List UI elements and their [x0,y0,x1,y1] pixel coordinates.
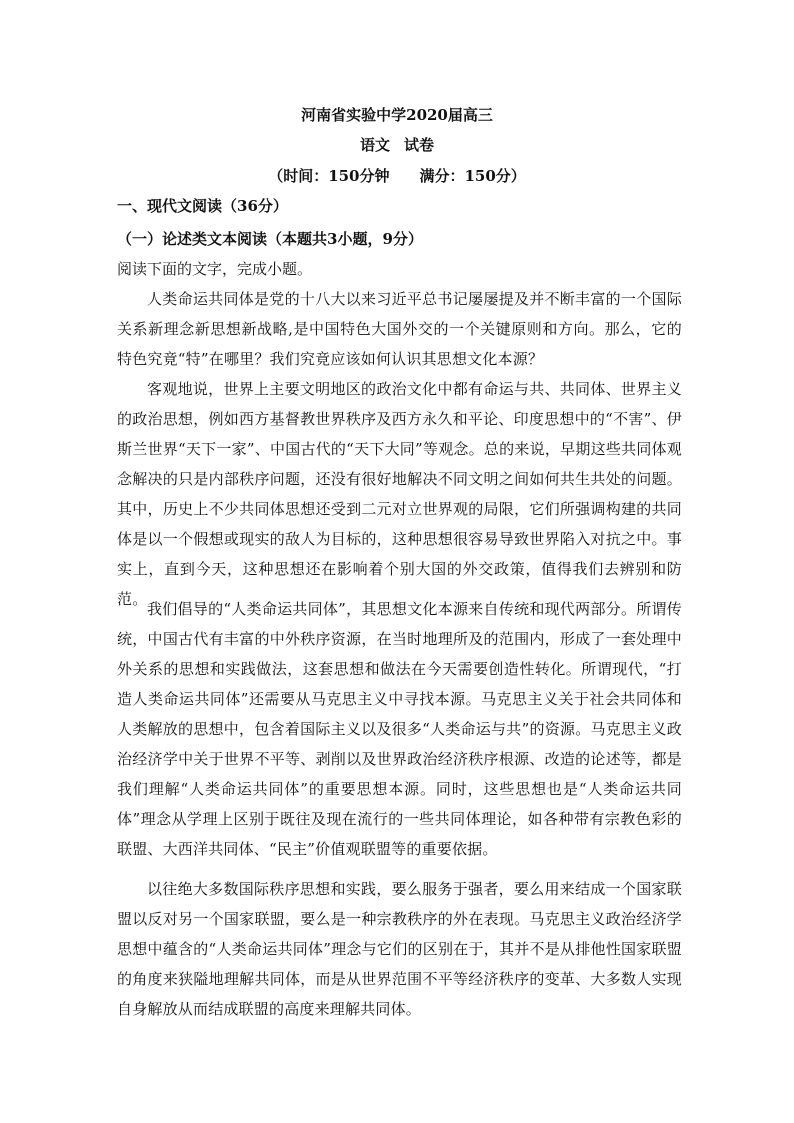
subject-label: 语文 [359,136,390,154]
paragraph-4: 以往绝大多数国际秩序思想和实践，要么服务于强者，要么用来结成一个国家联盟以反对另一个国家联盟，要么是一种宗教秩序的外在表现。马克思主义政治经济学思想中蕴含的“人类命运共同体”理念与它们的区别在于，其并不是从排他性国家联盟的角度来狭隘地理解共同体，而是从世界范围不平等经济秩序的变革、大多数人实现自身解放从而结成联盟的高度来理解共同体。 [117,880,682,1018]
paragraph-3: 我们倡导的“人类命运共同体”，其思想文化本源来自传统和现代两部分。所谓传统，中国古代有丰富的中外秩序资源，在当时地理所及的范围内，形成了一套处理中外关系的思想和实践做法，这套思想和做法在今天需要创造性转化。所谓现代，“打造人类命运共同体”还需要从马克思主义中寻找本源。马克思主义关于社会共同体和人类解放的思想中，包含着国际主义以及很多“人类命运与共”的资源。马克思主义政治经济学中关于世界不平等、剥削以及世界政治经济秩序根源、改造的论述等，都是我们理解“人类命运共同体”的重要思想本源。同时，这些思想也是“人类命运共同体”理念从学理上区别于既往及现在流行的一些共同体理论，如各种带有宗教色彩的联盟、大西洋共同体、“民主”价值观联盟等的重要依据。 [117,600,682,858]
time-info: （时间：150分钟 [268,167,390,185]
paragraph-2: 客观地说，世界上主要文明地区的政治文化中都有命运与共、共同体、世界主义的政治思想，例如西方基督教世界秩序及西方永久和平论、印度思想中的“不害”、伊斯兰世界“天下一家”、中国古代的“天下大同”等观念。总的来说，早期这些共同体观念解决的只是内部秩序问题，还没有很好地解决不同文明之间如何共生共处的问题。其中，历史上不少共同体思想还受到二元对立世界观的局限，它们所强调构建的共同体是以一个假想或现实的敌人为目标的，这种思想很容易导致世界陷入对抗之中。事实上，直到今天，这种思想还在影响着个别大国的外交政策，值得我们去辨别和防范。 [117,380,682,608]
exam-info-line [0,166,794,186]
subject-line [0,135,794,155]
reading-instruction: 阅读下面的文字，完成小题。 [117,260,313,278]
school-title: 河南省实验中学2020届高三 [301,106,493,124]
paragraph-1: 人类命运共同体是党的十八大以来习近平总书记屡屡提及并不断丰富的一个国际关系新理念新思想新战略,是中国特色大国外交的一个关键原则和方向。那么，它的特色究竟“特”在哪里？我们究竟应该如何认识其思想文化本源？ [117,290,682,368]
section-heading-sub-one: （一）论述类文本阅读（本题共3小题，9分） [117,230,423,248]
score-info: 满分：150分） [419,167,526,185]
section-heading-part-one: 一、现代文阅读（36分） [117,197,288,215]
paper-label: 试卷 [404,136,435,154]
